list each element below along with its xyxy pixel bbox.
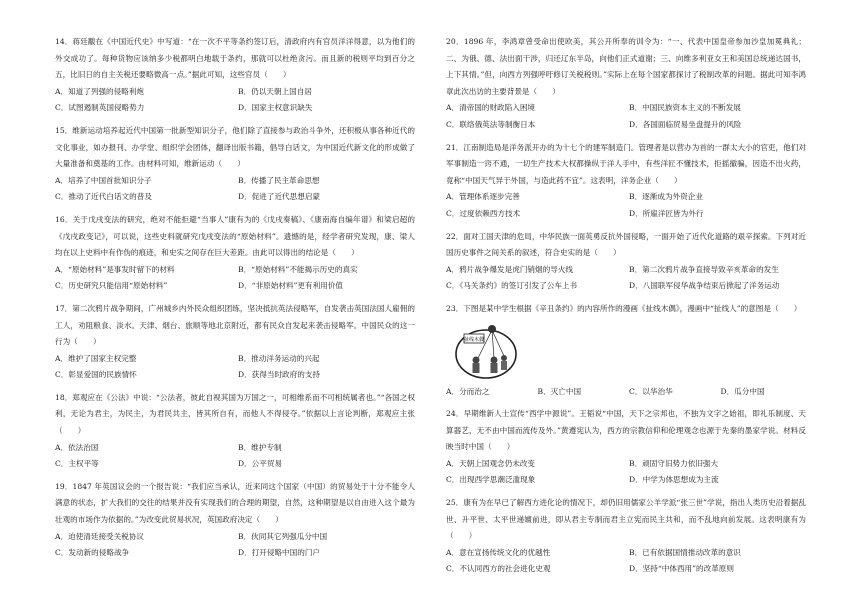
- answer-option: C．《马关条约》的签订引发了公车上书: [446, 281, 578, 291]
- answer-option: B．灭亡中国: [537, 386, 582, 396]
- question-stem: 23．下图是某中学生根据《辛丑条约》的内容所作的漫画《扯线木偶》，漫画中“扯线人”的意图是（ ）: [446, 303, 802, 313]
- answer-options: [446, 100, 806, 133]
- answer-option: A．鸦片战争爆发是虎门销烟的导火线: [446, 264, 573, 274]
- answer-option: D．打开侵略中国的门户: [238, 548, 321, 558]
- answer-option: C．以华治华: [629, 386, 673, 396]
- answer-option: A．天朝上国观念仍未改变: [446, 458, 536, 468]
- question-stem: 25．康有为在早已了解西方进化论的情况下，却仍旧用儒家公羊学派“张三世”学说，指出人类历史沿着据乱世、升平世、太平世递嬗前进，即从君主专制而君主立宪而民主共和，而不乱地向前发展。这表明康有为（ ）: [446, 498, 806, 541]
- question-block: [446, 301, 806, 400]
- answer-option: C．彰显爱国的民族情怀: [55, 370, 137, 380]
- answer-option: C．主权平等: [55, 459, 99, 469]
- answer-option: B．推动洋务运动的兴起: [238, 353, 320, 363]
- answer-option: B．中国民族资本主义的不断发展: [629, 103, 741, 113]
- question-stem: 22．面对工国天津的危局，中华民族一面英勇反抗外国侵略，一面开始了近代化道路的艰辛探索。下列对近国历史事件之间关系的叙述，符合史实的是（ ）: [446, 231, 806, 258]
- answer-option: C．历史研究只能信用“原始材料”: [55, 281, 168, 291]
- question-block: [55, 301, 415, 384]
- answer-option: A．分而治之: [446, 386, 490, 396]
- answer-option: D．促进了近代思想启蒙: [238, 192, 321, 202]
- answer-option: B．伙同其它列强瓜分中国: [238, 531, 328, 541]
- answer-option: D．国家主权意识缺失: [238, 103, 313, 113]
- answer-options: [55, 351, 415, 384]
- answer-option: C．出现西学思潮泛滥现象: [446, 475, 536, 485]
- answer-option: A．迫使清廷接受关税协议: [55, 531, 145, 541]
- answer-option: C．联络俄英法等制衡日本: [446, 119, 536, 129]
- answer-option: D．中学为体思想成为主流: [629, 475, 719, 485]
- answer-option: D．八国联军侵华战争结束后掀起了洋务运动: [629, 281, 780, 291]
- answer-option: A．意在宣扬传统文化的优越性: [446, 547, 551, 557]
- answer-option: C．发动新的侵略战争: [55, 548, 130, 558]
- answer-option: B．“原始材料”不能揭示历史的真实: [238, 264, 358, 274]
- answer-options: [446, 262, 806, 295]
- question-block: [446, 34, 806, 134]
- puppet-cartoon-drawing: [454, 320, 518, 380]
- question-stem: 17．第二次鸦片战争期间，广州城乡内外民众组织团练，坚决抵抗英法侵略军，自发袭击英国法国人雇佣的工人，劝阻粮食、淡水。天津、烟台、旅顺等地北京附近，都有民众自发起来袭击侵略军。中国民众的这一行为（ ）: [55, 303, 415, 347]
- answer-option: D．“非原始材料”更有利用价值: [238, 281, 343, 291]
- answer-option: A．培养了中国首批知识分子: [55, 175, 152, 185]
- answer-option: B．维护专制: [238, 442, 282, 452]
- answer-option: B．仍以天朝上国自居: [238, 86, 312, 96]
- answer-options: [55, 262, 415, 295]
- cartoon-image: [446, 318, 806, 384]
- right-column: [446, 34, 806, 584]
- cartoon-label: 扯线木偶: [463, 336, 485, 343]
- answer-option: B．第二次鸦片战争直接导致辛亥革命的发生: [629, 264, 779, 274]
- answer-options: [55, 529, 415, 562]
- answer-option: B．传播了民主革命思想: [238, 175, 320, 185]
- answer-option: B．顽固守旧势力依旧强大: [629, 458, 719, 468]
- answer-option: C．推动了近代白话文的普及: [55, 192, 152, 202]
- answer-options: [55, 440, 415, 473]
- question-block: [446, 495, 806, 578]
- question-block: [55, 123, 415, 206]
- answer-options: [446, 384, 806, 401]
- question-stem: 19．1847 年英国议会的一个报告说：“我们应当承认，近来同这个国家（中国）的贸易处于十分不能令人满意的状态，扩大我们的交往的结果并没有实现我们的合理的期望，自然，这种期望是以自由进入这个最为壮观的市场作为依据的。”为改变此贸易状况，英国政府决定（ ）: [55, 481, 415, 525]
- answer-option: C．过度依赖西方技术: [446, 208, 521, 218]
- answer-option: B．已有依据国情推动改革的意识: [629, 547, 741, 557]
- question-stem: 14．蒋廷黻在《中国近代史》中写道：“在一次不平等条约签订后，清政府内有官员洋洋得意，以为他们的外交成功了。每种货物应该纳多少税都明白地载于条约，那就可以杜绝贪污。而且新的税则平均到百分之五，比旧日的自主关税还要略微高一点。”据此可知，这些官员（ ）: [55, 37, 415, 80]
- answer-options: [55, 84, 415, 117]
- answer-options: [446, 545, 806, 578]
- answer-option: A．清帝国的财政陷入困境: [446, 103, 536, 113]
- answer-options: [55, 173, 415, 206]
- question-block: [446, 140, 806, 223]
- answer-options: [446, 456, 806, 489]
- answer-option: A．管理体系逐步完善: [446, 192, 520, 202]
- answer-option: D．瓜分中国: [720, 386, 765, 396]
- answer-option: D．获得当时政府的支持: [238, 370, 321, 380]
- question-block: [55, 390, 415, 473]
- question-block: [446, 406, 806, 489]
- question-block: [55, 212, 415, 295]
- question-stem: 15．维新运动培养起近代中国第一批新型知识分子，他们除了直接参与政治斗争外，还积极从事各种近代的文化事业，如办报刊、办学堂、组织学会团体，翻译出版书籍，倡导白话文，为中国近代新文化的形成做了大量准备和奠基的工作。由材料可知，维新运动（ ）: [55, 125, 415, 169]
- question-stem: 21．江南制造局是洋务派开办的为十七个的建军制造门。管理者是以营办为首的一群太大小的官吏，他们对军事制造一窍不通，一切生产技术大权都操纵于洋人手中，有些洋匠不懂技术，拒摇撤骗，因造不出火药，竟称“中国天气异于外国，与造此药不宜”。这表明，洋务企业（ ）: [446, 142, 806, 185]
- answer-option: A．“原始材料”是事发时留下的材料: [55, 264, 175, 274]
- left-column: [55, 34, 415, 568]
- question-stem: 20．1896 年，李鸿章曾受命出使欧美，其公开所奉的训令为：“一、代表中国皇帝参加沙皇加冕典礼；二、为俄、德、法出面干涉，归还辽东半岛，向他们正式道谢；三、向维多利亚女王和美国总统递达国书，上下其情。”但，向西方列强呼吁修订关税税则。”实际上在每个国家都探讨了税制改革的问题。据此可知李鸿章此次出访的主要背景是（ ）: [446, 37, 806, 96]
- answer-option: A．知道了列强的侵略利炮: [55, 86, 145, 96]
- question-stem: 18．郑观应在《公法》中说：“公法者，彼此自视其国为万国之一，可相维系而不可相统属者也。”“各国之权利，无论为君主，为民主，为君民共主，皆其所自有，而他人不得侵夺。”依据以上言论判断，郑观应主张（ ）: [55, 392, 415, 436]
- answer-option: A．依法治国: [55, 442, 99, 452]
- answer-option: C．不认同西方的社会进化史观: [446, 564, 551, 574]
- answer-option: D．公平贸易: [238, 459, 283, 469]
- question-stem: 24．早期维新人士宣传“西学中源说”。王韬说“中国，天下之宗邦也，不独为文字之始祖，即礼乐制度、天算器艺，无不由中国而流传及外。”黄遵宪认为，西方的宗教信仰和伦理观念也源于先秦的墨家学说。材料反映当时中国（ ）: [446, 409, 806, 452]
- question-block: [55, 34, 415, 117]
- answer-option: A．维护了国家主权完整: [55, 353, 137, 363]
- answer-options: [446, 189, 806, 222]
- answer-option: B．逐渐成为外资企业: [629, 192, 703, 202]
- question-block: [446, 229, 806, 295]
- question-block: [55, 479, 415, 562]
- answer-option: C．试图遏制英国侵略势力: [55, 103, 145, 113]
- answer-option: D．各国面临贸易坐盘提升的风险: [629, 119, 742, 129]
- question-stem: 16．关于戊戌变法的研究，绝对不能拒避“当事人”康有为的《戊戌奏稿》、《康南海自编年谱》和梁启超的《戊戌政变记》，可以说，这些史料就研究戊戌变法的“原始材料”。遗憾的是，经学者研究发现，康、梁人均在以上史料中有作伪的痕迹，和史实之间存在巨大差距。由此可以得出的结论是（ ）: [55, 214, 415, 258]
- answer-option: D．坚持“中体西用”的改革原则: [629, 564, 734, 574]
- answer-option: D．所雇洋匠皆为外行: [629, 208, 704, 218]
